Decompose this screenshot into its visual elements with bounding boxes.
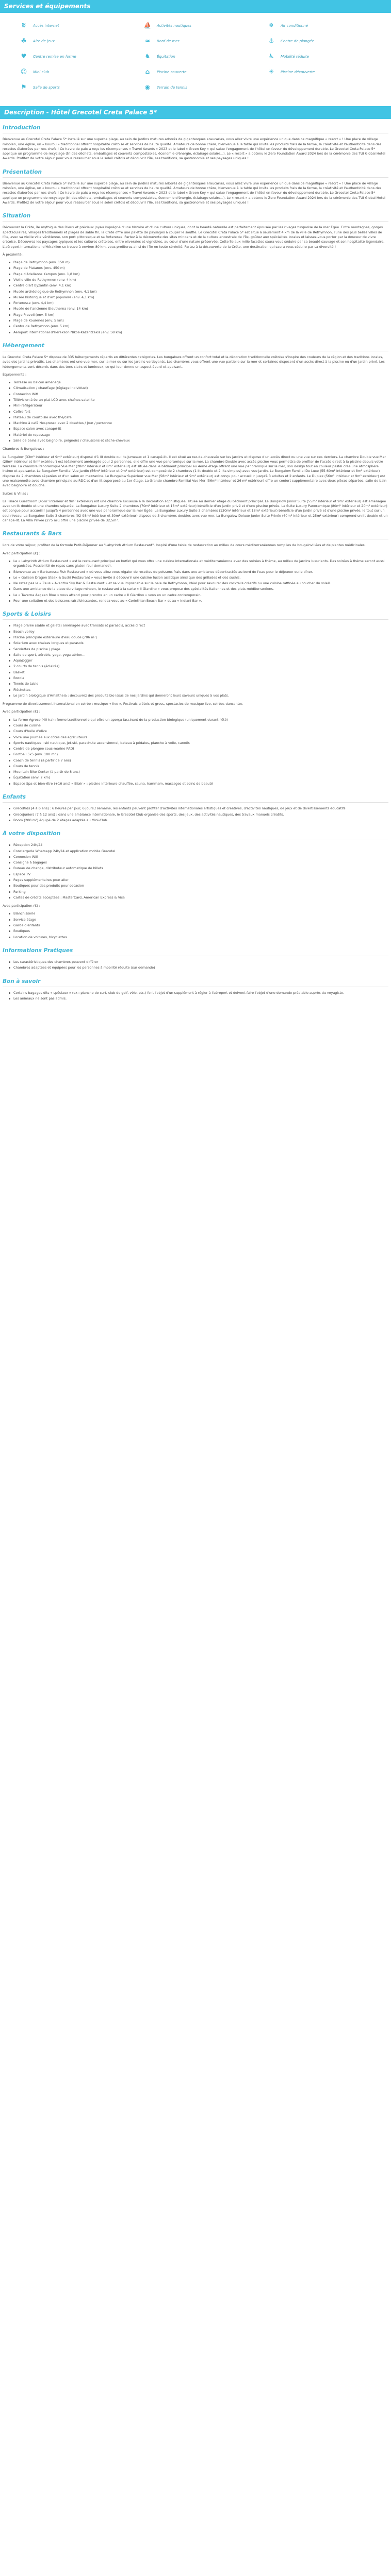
list-item: Plage Preveli (env. 5 km) [9, 313, 388, 317]
list-item: Bienvenue au « Barbarossa Fish Restaurant » où vous allez vous régaler de recettes de poissons frais dans une ambiance décontractée au bord de l'eau pour le déjeuner ou le dîner. [9, 570, 388, 574]
list-item: GrecoKids (4 à 6 ans) : 6 heures par jour, 6 jours / semaine, les enfants peuvent profiter d'activités internationales artistiques et créatives, d'activités nautiques, de jeux et de divertissements éducatifs [9, 806, 388, 811]
paragraph: Avec participation (€) : [3, 709, 40, 714]
list-item: Plage de Platanes (env. 450 m) [9, 266, 388, 270]
facility-label: Équitation [157, 54, 175, 59]
list-item: Serviettes de piscine / plage [9, 647, 388, 652]
list-item: Plage d'Adelianos Kampos (env. 1,8 km) [9, 272, 388, 277]
section-0-title: Introduction [3, 124, 388, 133]
list-item: Musée archéologique de Rethymnon (env. 4,1 km) [9, 290, 388, 294]
list-item: Location de voitures, bicyclettes [9, 935, 388, 940]
list-item: Sports nautiques : ski nautique, jet-ski, parachute ascensionnel, bateau à pédales, planche à voile, canoës [9, 741, 388, 745]
facility-label: Piscine découverte [281, 70, 315, 74]
facility-item [267, 50, 391, 63]
paragraph: Programme de divertissement international en soirée : musique « live », Festivals crétois et grecs, spectacles de musique live, soirées dansantes [3, 702, 243, 706]
list-item: Vivre une journée aux côtés des agriculteurs [9, 735, 388, 740]
list-item: Bureau de change, distributeur automatique de billets [9, 866, 388, 871]
list-item: Pages supplémentaires pour aller [9, 878, 388, 883]
list-item: Équitation (env. 2 km) [9, 775, 388, 780]
paragraph: Bienvenue au Grecotel Creta Palace 5* installé sur une superbe plage, au sein de jardins matures arborés de gigantesques araucarias, vous allez vivre une expérience unique dans ce magnifique « resort » ! Une place de village minoïen, une église, un « kourou » traditionnel offrent hospitalité crétoise et services de haute qualité. Amateurs de bonne chère, bienvenue à la table qui invite les produits frais de la ferme, la créativité et l'authenticité dans des recettes élaborées par nos chefs ! Ce havre de paix a reçu les récompenses « Travel Awards » 2023 et le label « Green Key » qui salue l'engagement de l'hôtel en faveur du développement durable. Le Grecotel Creta Palace 5* applique un programme de recyclage (tri des déchets, emballages et couverts compostables, économie d'énergie, éclairage solaire...). Le « resort » a obtenu le Zero Foundation Award 2024 lors de la cérémonie des TUI Global Hotel Awards. Profitez de votre séjour pour vous ressourcer sous le soleil crétois et découvrir l'île, ses traditions, sa gastronomie et ses paysages uniques ! [3, 181, 385, 205]
list-item: Forteresse (env. 4,4 km) [9, 301, 388, 306]
fitness-icon: ♥ [21, 53, 27, 60]
paragraph: Le Bungalow (33m² intérieur et 9m² extérieur) disposé d'1 lit double ou lits jumeaux et 1 canapé-lit. Il est situé au rez-de-chaussée sur les jardins et dispose d'un accès direct ou une vue sur ces derniers. La chambre Double vue Mer (28m² intérieur et 9m² extérieur) est idéalement aménagée pour 2 personnes, elle offre une vue panoramique sur la mer. La chambre Double avec accès piscine vous permettra de profiter de l'accès direct à la piscine depuis votre terrasse. La chambre Panoramique Vue Mer (28m² intérieur et 8m² extérieur) est située dans le bâtiment principal au 4ème étage offrant une vue panoramique sur la mer, son design tout en couleur pastel crée une atmosphère intime et apaisante. Le Bungalow Familial Vue Jardin (56m² intérieur et 9m² extérieur) est composé de 2 chambres (1 lit double et 2 lits simples) avec vue jardin. Le Bungalow Familial De Luxe (55-60m² intérieur et 8m² extérieur) dispose de 2 chambres séparées et d'un salon en mezzanine. Le Bungalow Supérieur vue Mer (58m² intérieur et 9m² extérieur) est conçu pour accueillir jusqu'à 3 adultes et 2 enfants. Le Duplex (56m² intérieur et 9m² extérieur) est une maisonnette avec chambre principale au RDC et d'un lit superposé au 1er étage. La Grande chambre Familial Vue Mer (56m² intérieur et 26 m² extérieur) offre un confort supplémentaire avec deux pièces séparées, salle de bain avec baignoire et douche. [3, 454, 387, 488]
list-item: Matériel de repassage [9, 433, 388, 437]
list-item: Réception 24h/24 [9, 843, 388, 848]
tennis-icon: ◉ [144, 83, 151, 91]
paragraph: Équipements : [3, 372, 27, 377]
facility-label: Mini club [33, 70, 50, 74]
list-item: Musée historique et d'art populaire (env. 4,1 km) [9, 295, 388, 300]
gym-icon: ⚑ [21, 83, 27, 91]
list-item: Aéroport international d'Héraklion Nikos-Kazantzakis (env. 58 km) [9, 330, 388, 335]
facility-item [143, 35, 267, 47]
list-item: Room (200 m²) équipé de 2 étages adaptés au Mini-Club. [9, 818, 388, 823]
list-item: Connexion Wifi [9, 855, 388, 859]
list-item: Boutiques pour des produits pour occasion [9, 884, 388, 888]
list-item: Conciergerie Whatsapp 24h/24 et application mobile Grecotel [9, 849, 388, 854]
section-3-title: Hébergement [3, 342, 388, 351]
facility-label: Aire de jeux [33, 39, 55, 43]
list-item: Centre d'art byzantin (env. 4,1 km) [9, 283, 388, 288]
section-9-title: Bon à savoir [3, 978, 388, 987]
paragraph: Lors de votre séjour, profitez de la formule Petit-Déjeuner au "Labyrinth Atrium Restaurant". Inspiré d'une table de restauration au milieu de cours méditerranéennes remplies de bougainvillées et de plantes médicinales. [3, 543, 366, 548]
list-item: Boccia [9, 676, 388, 681]
bullet-list [9, 843, 388, 900]
list-item: Coach de tennis (à partir de 7 ans) [9, 758, 388, 763]
list-item: Les animaux ne sont pas admis. [9, 996, 388, 1001]
list-item: Télévision à écran plat LCD avec chaînes satellite [9, 398, 388, 402]
paragraph: Avec participation (€) : [3, 551, 40, 555]
bullet-list [9, 911, 388, 939]
list-item: Cours de cuisine [9, 723, 388, 728]
horse-icon: ♞ [144, 53, 151, 60]
facilities-grid [0, 13, 391, 99]
list-item: Blanchisserie [9, 911, 388, 916]
paragraph: La Palace Guestroom (45m² intérieur et 9m² extérieur) est une chambre luxueuse à la décoration sophistiquée, située au dernier étage du bâtiment principal. Le Bungalow Junior Suite (55m² intérieur et 9m² extérieur) est aménagée avec un lit double et une chambre séparée. La Bungalow Luxury Suite 2 chambres (70m² intérieur et 18m² extérieur) bénéficie d'un jardin privé et d'une piscine privée. La Suite Luxury Panoramique (80m² intérieur et 20m² extérieur) est conçue pour accueillir jusqu'à 4 personnes avec une vue panoramique sur la mer Égée. La Bungalow Luxury Suite 3 chambres (130m² intérieur et 18m² extérieur) bénéficie d'un jardin privé et d'une piscine privée, le tout sur un seul niveau. La Bungalow Suite 3 chambres (92-98m² intérieur et 30m² extérieur) dispose de 3 chambres doubles avec vue mer. La Bungalow Deluxe Junior Suite Privée (60m² intérieur et 25m² extérieur) comprend un lit double et un canapé-lit. La Villa Privée (275 m²) offre une piscine privée de 32,5m². [3, 499, 388, 522]
section-4-title: Restaurants & Bars [3, 530, 388, 539]
facility-label: Salle de sports [33, 85, 60, 90]
facility-label: Centre de plongée [281, 39, 314, 43]
section-5-title: Sports & Loisirs [3, 611, 388, 620]
bullet-list [9, 991, 388, 1002]
bullet-list [9, 806, 388, 823]
paragraph: Avec participation (€) : [3, 904, 40, 908]
paragraph: Bienvenue au Grecotel Creta Palace 5* installé sur une superbe plage, au sein de jardins matures arborés de gigantesques araucarias, vous allez vivre une expérience unique dans ce magnifique « resort » ! Une place de village minoïen, une église, un « kourou » traditionnel offrent hospitalité crétoise et services de haute qualité. Amateurs de bonne chère, bienvenue à la table qui invite les produits frais de la ferme, la créativité et l'authenticité dans des recettes élaborées par nos chefs ! Ce havre de paix a reçu les récompenses « Travel Awards » 2023 et le label « Green Key » qui salue l'engagement de l'hôtel en faveur du développement durable. Le Grecotel Creta Palace 5* applique un programme de recyclage (tri des déchets, emballages et couverts compostables, économie d'énergie, éclairage solaire...). Le « resort » a obtenu le Zero Foundation Award 2024 lors de la cérémonie des TUI Global Hotel Awards. Profitez de votre séjour pour vous ressourcer sous le soleil crétois et découvrir l'île, ses traditions, sa gastronomie et ses paysages uniques ! [3, 137, 385, 161]
facility-item [143, 81, 267, 94]
list-item: Coffre-fort [9, 410, 388, 414]
wheelchair-icon: ♿ [268, 53, 274, 60]
list-item: Aquajogger [9, 658, 388, 663]
list-item: Consigne à bagages [9, 860, 388, 865]
facility-item [143, 20, 267, 32]
list-item: Plateau de courtoisie avec thé/café [9, 415, 388, 420]
list-item: Le « Taverna Aegean Blue » vous attend pour prendre en un cadre « Il Giardino » vous en un cadre contemporain. [9, 593, 388, 598]
list-item: Vieille ville de Rethymnon (env. 4 km) [9, 278, 388, 282]
list-item: Espace salon avec canapé-lit [9, 427, 388, 431]
list-item: Le jardin biologique d'Amaltheia : découvrez des produits bio issus de nos jardins qui donneront leurs saveurs uniques à vos plats. [9, 693, 388, 698]
sea-icon: ≈ [144, 37, 151, 45]
paragraph: Découvrez la Crète, île mythique des Dieux et précieux joyau imprégné d'une histoire et d'une culture uniques, dont la beauté naturelle est parfaitement épousée par les rivages turquoise de la mer Égée. Entre montagnes, gorges spectaculaires, villages traditionnels et plages de sable fin, la Crète offre une palette de paysages à couper le souffle. Le Grecotel Creta Palace 5* est situé à seulement 4 km de la ville de Rethymnon, l'une des plus belles villes de l'île, avec sa vieille ville vénitienne, son port pittoresque et sa forteresse. Partez à la découverte des sites minoens et de la culture ancestrale de l'île, goûtez aux spécialités locales et laissez-vous porter par la douceur de vivre crétoise. Découvrez les paysages typiques et les cultures crétoises, entre oliveraies et vignobles, au cœur d'une nature préservée. Cette île aux mille facettes saura vous séduire par sa beauté sauvage et son hospitalité légendaire. L'aéroport international d'Héraklion se trouve à environ 80 km, vous profiterez ainsi de l'île en toute sérénité. Partez à la découverte de la Crète, une destination qui saura vous séduire par sa diversité ! [3, 225, 385, 249]
list-item: Plage de Kourenes (env. 5 km) [9, 318, 388, 323]
list-item: Mini-réfrigérateur [9, 403, 388, 408]
list-item: Basket [9, 670, 388, 675]
list-item: Piscine principale extérieure d'eau douce (786 m²) [9, 635, 388, 640]
list-item: Service étage [9, 918, 388, 922]
wifi-icon: ʬ [22, 22, 26, 29]
list-item: 2 courts de tennis (éclairés) [9, 664, 388, 669]
outdoor-pool-icon: ☀ [268, 68, 274, 76]
facility-label: Centre remise en forme [33, 54, 76, 59]
description-section [0, 106, 391, 1020]
list-item: Beach volley [9, 630, 388, 634]
facility-item [267, 20, 391, 32]
list-item: Plage privée (sable et galets) aménagée avec transats et parasols, accès direct [9, 623, 388, 628]
list-item: Espace TV [9, 872, 388, 877]
section-8-title: Informations Pratiques [3, 947, 388, 956]
list-item: Mountain Bike Center (à partir de 8 ans) [9, 770, 388, 774]
bullet-list [9, 623, 388, 698]
list-item: Boutiques [9, 929, 388, 934]
facility-item [267, 66, 391, 78]
facility-item [143, 50, 267, 63]
playground-icon: ☘ [21, 37, 27, 45]
list-item: Machine à café Nespresso avec 2 dosettes / jour / personne [9, 421, 388, 426]
boat-icon: ⛵ [143, 22, 152, 29]
list-item: Cours de tennis [9, 764, 388, 769]
list-item: Tennis de table [9, 682, 388, 686]
list-item: Salle de bains avec baignoire, peignoirs / chaussons et sèche-cheveux [9, 438, 388, 443]
facilities-section [0, 0, 391, 99]
facility-label: Air conditionné [281, 23, 308, 28]
list-item: Salle de sport, aérobic, yoga, yoga aérien... [9, 653, 388, 657]
facility-label: Terrain de tennis [157, 85, 187, 90]
facility-item [20, 35, 143, 47]
facility-label: Bord de mer [157, 39, 180, 43]
list-item: Terrasse ou balcon aménagé [9, 380, 388, 385]
mini-club-icon: ☺ [20, 68, 27, 76]
list-item: Centre de plongée sous-marine PADI [9, 747, 388, 751]
paragraph: À proximité : [3, 252, 24, 257]
facility-item [143, 66, 267, 78]
list-item: Ne ratez pas le « Zeus » Avantha Sky Bar & Restaurant » et sa vue imprenable sur la baie de Rethymnon, idéal pour savourer des cocktails créatifs ou une cuisine raffinée au coucher du soleil. [9, 581, 388, 586]
list-item: Solarium avec chaises longues et parasols [9, 641, 388, 646]
diving-icon: ⚓ [268, 37, 274, 45]
list-item: Connexion Wifi [9, 392, 388, 397]
list-item: Grecojuniors (7 à 12 ans) : dans une ambiance internationale, le Grecotel Club organise des sports, des jeux, des activités nautiques, des travaux manuels créatifs. [9, 812, 388, 817]
list-item: Musée de l'ancienne Eleutherna (env. 14 km) [9, 307, 388, 311]
indoor-pool-icon: ⌂ [145, 68, 150, 76]
list-item: Cours d'huile d'olive [9, 729, 388, 734]
facility-label: Activités nautiques [157, 23, 192, 28]
section-7-title: À votre disposition [3, 830, 388, 839]
facilities-header: Services et équipements [0, 0, 391, 13]
list-item: Plage de Rethymnon (env. 150 m) [9, 260, 388, 265]
list-item: Chambres adaptées et équipées pour les personnes à mobilité réduite (sur demande) [9, 965, 388, 970]
facility-label: Piscine couverte [157, 70, 187, 74]
list-item: La ferme Agreco (40 ha) : ferme traditionnelle qui offre un aperçu fascinant de la production biologique (uniquement durant l'été) [9, 718, 388, 722]
facility-item [20, 50, 143, 63]
facility-label: Accès internet [33, 23, 59, 28]
paragraph: Le Grecotel Creta Palace 5* dispose de 335 hébergements répartis en différentes catégories. Les bungalows offrent un confort total et la décoration traditionnelle crétoise s'inspire des couleurs de la région et des traditions locales, avec des jardins privatifs. Les chambres ont une vue mer, sur la mer ou sur les jardins verdoyants. Les chambres vous offrent une vue partielle sur la mer et certaines disposent d'un accès direct à la piscine ou d'un jardin privé. Les hébergements sont décorés dans des tons clairs et lumineux, ce qui leur donne un aspect épuré et apaisant. [3, 355, 385, 369]
list-item: Le « Labyrinth Atrium Restaurant » est le restaurant principal en buffet qui vous offre une cuisine internationale et méditerranéenne avec des soirées à thème, au milieu de jardins luxuriants. Des soirées à thème seront aussi organisées. Possibilité de repas sans gluten (sur demande). [9, 559, 388, 569]
description-content [0, 124, 391, 1020]
section-1-title: Présentation [3, 168, 388, 178]
description-header: Description - Hôtel Grecotel Creta Palace 5* [0, 106, 391, 119]
list-item: Fléchettes [9, 688, 388, 692]
bullet-list [9, 380, 388, 443]
list-item: Football 5x5 (env. 100 mn) [9, 752, 388, 757]
section-2-title: Situation [3, 212, 388, 222]
section-6-title: Enfants [3, 793, 388, 803]
list-item: Espace Spa et bien-être (+16 ans) « Elixir » : piscine intérieure chauffée, sauna, hammam, massages et soins de beauté [9, 782, 388, 786]
snowflake-icon: ❄ [268, 22, 274, 29]
list-item: Cartes de crédits acceptées : MasterCard, American Express & Visa [9, 895, 388, 900]
bullet-list [9, 260, 388, 335]
paragraph: Chambres & Bungalows : [3, 447, 44, 451]
facility-item [267, 35, 391, 47]
list-item: Parking [9, 890, 388, 894]
facility-label: Mobilité réduite [281, 54, 309, 59]
list-item: Dans une ambiance de la place du village minoen, le restaurant à la carte « Il Giardino » vous propose des spécialités italiennes et des plats méditerranéens. [9, 587, 388, 591]
facility-item [20, 81, 143, 94]
list-item: Pour une collation et des boissons rafraîchissantes, rendez-vous au « Corinthian Beach Bar » et au « Indiani Bar ». [9, 599, 388, 603]
facility-item [20, 66, 143, 78]
paragraph: Suites & Villas : [3, 491, 28, 496]
list-item: Centre de Rethymnon (env. 5 km) [9, 324, 388, 329]
list-item: Garde d'enfants [9, 923, 388, 928]
bullet-list [9, 960, 388, 971]
facility-item [20, 20, 143, 32]
list-item: Certains bagages dits « spéciaux » (ex : planche de surf, club de golf, vélo, etc.) font l'objet d'un supplément à régler à l'aéroport et doivent faire l'objet d'une demande préalable auprès du voyagiste. [9, 991, 388, 995]
list-item: Les caractéristiques des chambres peuvent différer [9, 960, 388, 964]
bullet-list [9, 559, 388, 603]
bullet-list [9, 718, 388, 786]
list-item: Climatisation / chauffage (réglage individuel) [9, 386, 388, 391]
list-item: Le « Galleon Dragon Steak & Sushi Restaurant » vous invite à découvrir une cuisine fusion asiatique ainsi que des grillades et des sushis. [9, 575, 388, 580]
